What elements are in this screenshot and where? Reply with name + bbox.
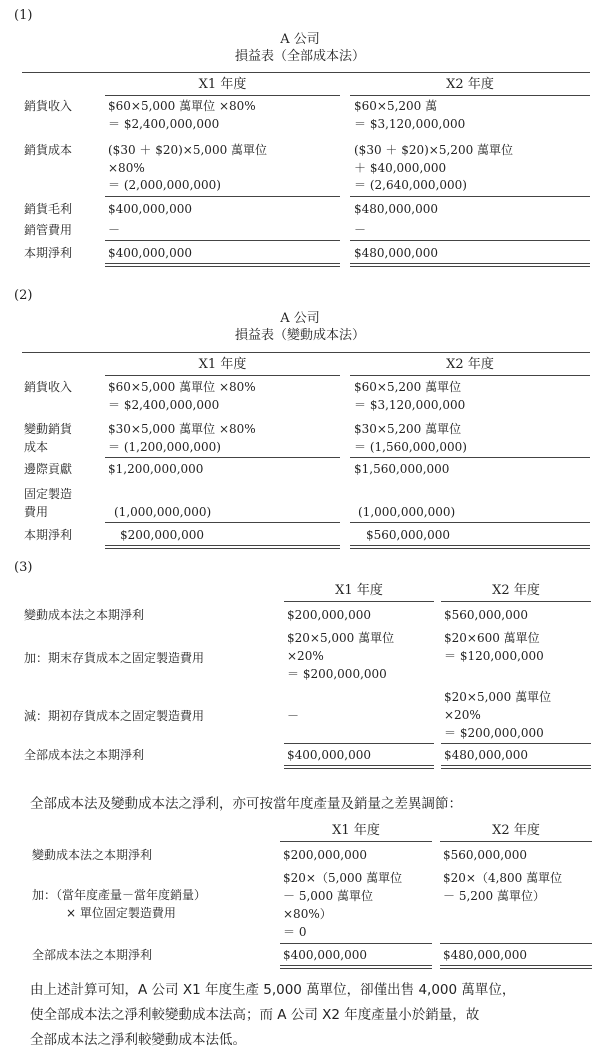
s3-double-rule-2 (441, 765, 591, 769)
s3-r0-c2: $560,000,000 (444, 608, 528, 622)
s1-col2-header: X2 年度 (446, 77, 494, 92)
s1-sub-rule-1 (105, 196, 340, 197)
conclusion-line-1: 由上述計算可知，A 公司 X1 年度生產 5,000 萬單位，卻僅出售 4,000 萬單位， (30, 982, 516, 998)
s1-r1-c2-l2: ＝ (2,640,000,000) (354, 178, 467, 192)
s2-row-label: 固定製造 (24, 487, 73, 501)
s2-row-label: 邊際貢獻 (24, 462, 73, 476)
s3-r1-c2-l0: $20×600 萬單位 (444, 631, 540, 645)
s1-top-rule (22, 72, 590, 73)
s1-r1-c1-l1: ×80% (108, 161, 145, 175)
s2-r0-c2-l0: $60×5,200 萬單位 (354, 380, 462, 394)
s1-row-label: 銷貨成本 (24, 143, 73, 157)
s1-row-label: 銷貨毛利 (24, 202, 73, 216)
s3-r1-c1-l2: ＝ $200,000,000 (287, 667, 387, 681)
s3t2-sub-rule-1 (280, 943, 432, 944)
s3t2-net-income-x2: $480,000,000 (443, 948, 527, 962)
s3-row-label: 全部成本法之本期淨利 (24, 748, 145, 762)
s3t2-col2-header: X2 年度 (492, 823, 540, 838)
s2-net-income-x2: $560,000,000 (366, 528, 450, 542)
s3-r1-c2-l1: ＝ $120,000,000 (444, 649, 544, 663)
s3t2-r1-c1-l0: $20×（5,000 萬單位 (283, 871, 403, 885)
s3-header-rule-1 (284, 601, 434, 602)
s1-sub-rule-4 (350, 240, 590, 241)
s1-header-rule-1 (105, 95, 340, 96)
s3-net-income-x1: $400,000,000 (287, 748, 371, 762)
s2-r3-c2: (1,000,000,000) (358, 505, 456, 519)
s3t2-r1-c1-l1: － 5,000 萬單位 (283, 889, 373, 903)
s1-r0-c2-l1: ＝ $3,120,000,000 (354, 117, 466, 131)
conclusion-line-2: 使全部成本法之淨利較變動成本法高；而 A 公司 X2 年度產量小於銷量，故 (30, 1007, 480, 1023)
s1-r1-c2-l1: ＋ $40,000,000 (354, 161, 447, 175)
s1-r0-c1-l1: ＝ $2,400,000,000 (108, 117, 220, 131)
s3t2-r1-c1-l3: ＝ 0 (283, 925, 307, 939)
s2-top-rule (22, 352, 590, 353)
s3-header-rule-2 (441, 601, 591, 602)
s3t2-r1-c1-l2: ×80%） (283, 907, 332, 921)
s1-r3-c1: － (108, 223, 121, 237)
s2-r3-c1: (1,000,000,000) (114, 505, 212, 519)
s3t2-row-label-cont: × 單位固定製造費用 (54, 906, 176, 920)
s1-company: A 公司 (280, 32, 320, 47)
s3t2-r1-c2-l1: － 5,200 萬單位） (443, 889, 545, 903)
s1-r3-c2: － (354, 223, 367, 237)
s1-double-rule-2 (350, 263, 590, 267)
s1-header-rule-2 (350, 95, 590, 96)
s2-row-label: 銷貨收入 (24, 380, 73, 394)
s3t2-header-rule-2 (440, 841, 592, 842)
s3-col2-header: X2 年度 (492, 583, 540, 598)
s3t2-row-label: 變動成本法之本期淨利 (32, 848, 153, 862)
s2-r0-c1-l0: $60×5,000 萬單位 ×80% (108, 380, 256, 394)
conclusion-line-3: 全部成本法之淨利較變動成本法低。 (30, 1032, 246, 1048)
s1-net-income-x2: $480,000,000 (354, 246, 438, 260)
s2-r1-c2-l1: ＝ (1,560,000,000) (354, 440, 467, 454)
s1-statement-title: 損益表（全部成本法） (234, 49, 365, 64)
s3-sub-rule-1 (284, 743, 434, 744)
s2-col2-header: X2 年度 (446, 357, 494, 372)
section-2-label: (2) (14, 288, 33, 303)
s1-r1-c1-l2: ＝ (2,000,000,000) (108, 178, 221, 192)
s2-sub-rule-2 (350, 457, 590, 458)
s3-r2-c1: － (287, 709, 300, 723)
s1-row-label: 銷管費用 (24, 223, 73, 237)
s2-net-income-x1: $200,000,000 (120, 528, 204, 542)
s2-r2-c1: $1,200,000,000 (108, 462, 204, 476)
s1-row-label: 本期淨利 (24, 246, 73, 260)
s3-double-rule-1 (284, 765, 434, 769)
s3-sub-rule-2 (441, 743, 591, 744)
s2-row-label-cont: 成本 (24, 440, 49, 454)
s1-r0-c1-l0: $60×5,000 萬單位 ×80% (108, 99, 256, 113)
s3-row-label: 減：期初存貨成本之固定製造費用 (24, 709, 205, 723)
s2-r0-c1-l1: ＝ $2,400,000,000 (108, 398, 220, 412)
s3-row-label: 變動成本法之本期淨利 (24, 608, 145, 622)
s2-r1-c2-l0: $30×5,200 萬單位 (354, 422, 462, 436)
s3-r1-c1-l0: $20×5,000 萬單位 (287, 631, 395, 645)
s1-double-rule-1 (105, 263, 340, 267)
s2-col1-header: X1 年度 (198, 357, 247, 372)
s3t2-col1-header: X1 年度 (332, 823, 380, 838)
s2-row-label: 本期淨利 (24, 528, 73, 542)
s2-header-rule-2 (350, 375, 590, 376)
s3t2-double-rule-2 (440, 965, 592, 969)
s3t2-r0-c2: $560,000,000 (443, 848, 527, 862)
s3t2-row-label: 全部成本法之本期淨利 (32, 948, 153, 962)
s3t2-sub-rule-2 (440, 943, 592, 944)
s1-r2-c2: $480,000,000 (354, 202, 438, 216)
s1-sub-rule-2 (350, 196, 590, 197)
s3t2-r0-c1: $200,000,000 (283, 848, 367, 862)
s1-row-label: 銷貨收入 (24, 99, 73, 113)
s2-sub-rule-1 (105, 457, 340, 458)
s2-double-rule-2 (350, 545, 590, 549)
s3-r2-c2-l0: $20×5,000 萬單位 (444, 690, 552, 704)
s2-r1-c1-l1: ＝ (1,200,000,000) (108, 440, 221, 454)
s3t2-double-rule-1 (280, 965, 432, 969)
reconciliation-note: 全部成本法及變動成本法之淨利，亦可按當年度產量及銷量之差異調節： (30, 796, 462, 812)
section-3-label: (3) (14, 560, 33, 575)
s3-col1-header: X1 年度 (335, 583, 383, 598)
s3-net-income-x2: $480,000,000 (444, 748, 528, 762)
s1-sub-rule-3 (105, 240, 340, 241)
s1-r1-c1-l0: ($30 ＋ $20)×5,000 萬單位 (108, 143, 268, 157)
s2-sub-rule-4 (350, 522, 590, 523)
s2-r1-c1-l0: $30×5,000 萬單位 ×80% (108, 422, 256, 436)
s3-r0-c1: $200,000,000 (287, 608, 371, 622)
s3t2-header-rule-1 (280, 841, 432, 842)
s2-row-label: 變動銷貨 (24, 422, 73, 436)
s3t2-r1-c2-l0: $20×（4,800 萬單位 (443, 871, 563, 885)
section-1-label: (1) (14, 8, 33, 23)
s2-statement-title: 損益表（變動成本法） (234, 328, 365, 343)
s2-company: A 公司 (280, 311, 320, 326)
s2-header-rule-1 (105, 375, 340, 376)
s1-r0-c2-l0: $60×5,200 萬 (354, 99, 438, 113)
s1-r1-c2-l0: ($30 ＋ $20)×5,200 萬單位 (354, 143, 514, 157)
s3-r2-c2-l2: ＝ $200,000,000 (444, 726, 544, 740)
s2-double-rule-1 (105, 545, 340, 549)
s2-r0-c2-l1: ＝ $3,120,000,000 (354, 398, 466, 412)
s3-r1-c1-l1: ×20% (287, 649, 324, 663)
s3-r2-c2-l1: ×20% (444, 708, 481, 722)
s1-r2-c1: $400,000,000 (108, 202, 192, 216)
s3t2-row-label: 加：（當年度產量－當年度銷量） (32, 888, 207, 902)
s2-sub-rule-3 (105, 522, 340, 523)
s1-col1-header: X1 年度 (198, 77, 247, 92)
s2-row-label-cont: 費用 (24, 505, 49, 519)
s2-r2-c2: $1,560,000,000 (354, 462, 450, 476)
s3t2-net-income-x1: $400,000,000 (283, 948, 367, 962)
s3-row-label: 加：期末存貨成本之固定製造費用 (24, 651, 205, 665)
s1-net-income-x1: $400,000,000 (108, 246, 192, 260)
